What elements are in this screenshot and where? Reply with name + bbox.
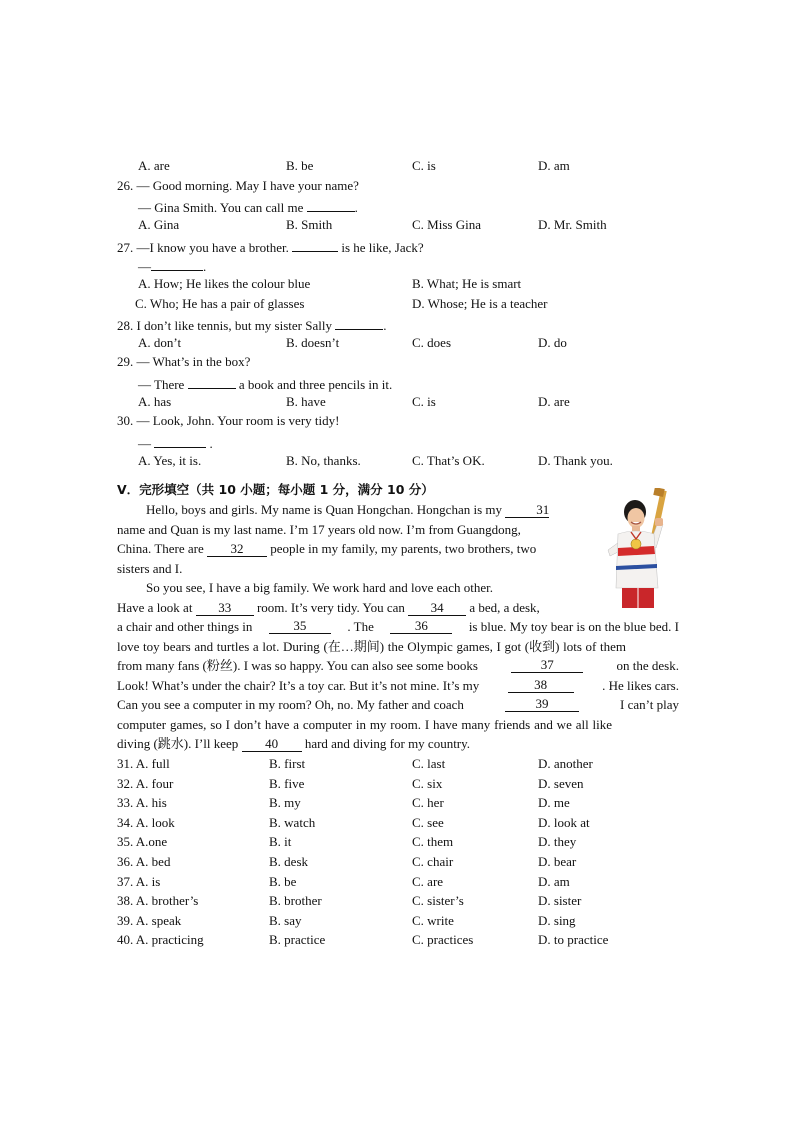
choice-34-option-d[interactable]: D. look at <box>538 814 590 830</box>
cloze-p2-line5 <box>117 658 679 674</box>
q30-response <box>138 433 213 452</box>
cloze-p2-line3 <box>117 619 679 635</box>
q26-blank[interactable] <box>307 197 355 212</box>
cloze-text: is blue. My toy bear is on the blue bed. I <box>468 619 679 634</box>
cloze-text: on the desk. <box>616 658 679 673</box>
choice-31-option-b[interactable]: B. first <box>269 756 306 771</box>
q27-option-a[interactable]: A. How; He likes the colour blue <box>138 276 311 291</box>
cloze-p2-line1: So you see, I have a big family. We work hard and love each other. <box>146 580 493 595</box>
q27-blank-2[interactable] <box>151 256 203 271</box>
choice-39-option-c[interactable]: C. write <box>412 912 454 928</box>
q28-option-d[interactable]: D. do <box>538 335 567 350</box>
cloze-p1-line1 <box>146 502 549 518</box>
q26-response-end: . <box>354 200 358 215</box>
choice-38-option-a[interactable]: 38. A. brother’s <box>117 893 199 909</box>
q28-prompt-text: 28. I don’t like tennis, but my sister Sally <box>117 318 332 333</box>
choice-38-option-b[interactable]: B. brother <box>269 893 322 909</box>
cloze-p2-line7 <box>117 697 679 713</box>
cloze-text: hard and diving for my country. <box>304 736 471 751</box>
cloze-text: Look! What’s under the chair? It’s a toy car. But it’s not mine. It’s my <box>117 678 480 693</box>
choice-39-option-b[interactable]: B. say <box>269 912 302 928</box>
cloze-text: from many fans (粉丝). I was so happy. You can also see some books <box>117 658 478 673</box>
choice-31-option-a[interactable]: 31. A. full <box>117 756 170 771</box>
choice-36-option-b[interactable]: B. desk <box>269 854 308 869</box>
cloze-p2-line6 <box>117 678 679 694</box>
choice-36-option-c[interactable]: C. chair <box>412 854 454 869</box>
cloze-p2-line4: love toy bears and turtles a lot. During (在…期间) the Olympic games, I got (收到) lots of them <box>117 639 627 654</box>
cloze-text: . He likes cars. <box>602 678 679 693</box>
q25-option-a[interactable]: A. are <box>138 158 170 173</box>
cloze-p2-line8: computer games, so I don’t have a computer in my room. I have many friends and we all like <box>117 717 613 732</box>
cloze-p1-line4: sisters and I. <box>117 561 183 576</box>
q30-dash: — <box>138 436 151 451</box>
q28-option-c[interactable]: C. does <box>412 335 451 350</box>
q25-option-c[interactable]: C. is <box>412 158 436 173</box>
choice-31-option-d[interactable]: D. another <box>538 756 593 771</box>
cloze-text: . The <box>347 619 374 634</box>
cloze-p1-line3 <box>117 541 536 557</box>
choice-38-option-c[interactable]: C. sister’s <box>412 893 464 909</box>
q29-option-c[interactable]: C. is <box>412 394 436 409</box>
choice-34-option-c[interactable]: C. see <box>412 814 444 830</box>
q27-option-d[interactable]: D. Whose; He is a teacher <box>412 296 548 311</box>
choice-37-option-c[interactable]: C. are <box>412 873 444 889</box>
cloze-blank-40[interactable]: 40 <box>242 737 302 752</box>
cloze-text: China. There are <box>117 541 204 556</box>
q29-option-d[interactable]: D. are <box>538 394 570 409</box>
choice-36-option-d[interactable]: D. bear <box>538 854 577 869</box>
choice-33-option-a[interactable]: 33. A. his <box>117 795 167 811</box>
q30-response-end: . <box>209 436 213 451</box>
cloze-blank-37[interactable]: 37 <box>511 658 583 673</box>
choice-32-option-d[interactable]: D. seven <box>538 775 584 791</box>
q29-response <box>138 374 392 393</box>
choice-33-option-c[interactable]: C. her <box>412 795 444 811</box>
choice-31-option-c[interactable]: C. last <box>412 756 446 771</box>
q26-option-b[interactable]: B. Smith <box>286 217 333 232</box>
q28-option-a[interactable]: A. don’t <box>138 335 182 350</box>
cloze-text: diving (跳水). I’ll keep <box>117 736 239 751</box>
cloze-text: Hello, boys and girls. My name is Quan Hongchan. Hongchan is my <box>146 502 503 517</box>
choice-40-option-d[interactable]: D. to practice <box>538 932 609 948</box>
cloze-text: Have a look at <box>117 600 193 615</box>
choice-36-option-a[interactable]: 36. A. bed <box>117 854 171 869</box>
choice-35-option-a[interactable]: 35. A.one <box>117 834 168 850</box>
choice-35-option-d[interactable]: D. they <box>538 834 577 850</box>
cloze-text: a chair and other things in <box>117 619 253 634</box>
cloze-blank-36[interactable]: 36 <box>390 619 452 634</box>
q26-option-a[interactable]: A. Gina <box>138 217 180 232</box>
q26-option-d[interactable]: D. Mr. Smith <box>538 217 607 232</box>
q29-response-end: a book and three pencils in it. <box>238 377 393 392</box>
q30-option-d[interactable]: D. Thank you. <box>538 453 613 468</box>
q27-option-c[interactable]: C. Who; He has a pair of glasses <box>135 296 305 311</box>
cloze-blank-34[interactable]: 34 <box>408 601 466 616</box>
cloze-text: room. It’s very tidy. You can <box>256 600 405 615</box>
cloze-p2-line2 <box>117 600 540 616</box>
cloze-blank-39[interactable]: 39 <box>505 697 579 712</box>
q29-prompt: 29. — What’s in the box? <box>117 354 251 369</box>
cloze-text: a bed, a desk, <box>469 600 540 615</box>
q25-option-b[interactable]: B. be <box>286 158 314 173</box>
q27-dash: — <box>138 259 151 274</box>
choice-39-option-a[interactable]: 39. A. speak <box>117 912 182 928</box>
q27-response <box>138 256 206 275</box>
choice-33-option-d[interactable]: D. me <box>538 795 570 811</box>
choice-37-option-b[interactable]: B. be <box>269 873 297 889</box>
choice-32-option-c[interactable]: C. six <box>412 775 443 791</box>
q29-option-b[interactable]: B. have <box>286 394 326 409</box>
q29-blank[interactable] <box>188 374 236 389</box>
choice-39-option-d[interactable]: D. sing <box>538 912 576 928</box>
q28-prompt-end: . <box>383 318 387 333</box>
cloze-text: people in my family, my parents, two brothers, two <box>270 541 537 556</box>
q27-prompt-end: is he like, Jack? <box>341 240 424 255</box>
cloze-blank-35[interactable]: 35 <box>269 619 331 634</box>
q28-prompt <box>117 315 386 334</box>
choice-34-option-b[interactable]: B. watch <box>269 814 316 830</box>
q30-option-c[interactable]: C. That’s OK. <box>412 453 485 468</box>
q28-option-b[interactable]: B. doesn’t <box>286 335 340 350</box>
choice-40-option-c[interactable]: C. practices <box>412 932 474 948</box>
q30-prompt: 30. — Look, John. Your room is very tidy! <box>117 413 340 428</box>
section-5-title: V．完形填空（共 10 小题；每小题 1 分，满分 10 分） <box>117 482 434 497</box>
cloze-text: Can you see a computer in my room? Oh, no. My father and coach <box>117 697 464 712</box>
q30-option-a[interactable]: A. Yes, it is. <box>138 453 202 468</box>
q27-option-b[interactable]: B. What; He is smart <box>412 276 522 291</box>
choice-40-option-b[interactable]: B. practice <box>269 932 326 948</box>
cloze-p2-line9 <box>117 736 470 752</box>
choice-34-option-a[interactable]: 34. A. look <box>117 814 175 830</box>
choice-35-option-b[interactable]: B. it <box>269 834 292 850</box>
cloze-blank-31[interactable]: 31 <box>505 503 549 518</box>
choice-35-option-c[interactable]: C. them <box>412 834 454 850</box>
q28-blank[interactable] <box>335 315 383 330</box>
choice-40-option-a[interactable]: 40. A. practicing <box>117 932 204 948</box>
q30-option-b[interactable]: B. No, thanks. <box>286 453 361 468</box>
q26-response <box>138 197 358 216</box>
q26-response-text: — Gina Smith. You can call me <box>138 200 304 215</box>
choice-37-option-a[interactable]: 37. A. is <box>117 873 161 889</box>
choice-32-option-a[interactable]: 32. A. four <box>117 775 174 791</box>
q29-option-a[interactable]: A. has <box>138 394 172 409</box>
cloze-p1-line2: name and Quan is my last name. I’m 17 years old now. I’m from Guangdong, <box>117 522 521 537</box>
q29-response-text: — There <box>138 377 185 392</box>
q27-prompt-text: 27. —I know you have a brother. <box>117 240 289 255</box>
cloze-blank-38[interactable]: 38 <box>508 678 574 693</box>
q27-blank-1[interactable] <box>292 237 338 252</box>
athlete-photo-graphic <box>600 488 678 610</box>
q26-option-c[interactable]: C. Miss Gina <box>412 217 481 232</box>
athlete-with-torch-photo <box>600 488 678 610</box>
q26-prompt: 26. — Good morning. May I have your name? <box>117 178 359 193</box>
choice-32-option-b[interactable]: B. five <box>269 775 305 791</box>
choice-37-option-d[interactable]: D. am <box>538 873 570 889</box>
q27-response-end: . <box>203 259 207 274</box>
cloze-blank-33[interactable]: 33 <box>196 601 254 616</box>
cloze-blank-32[interactable]: 32 <box>207 542 267 557</box>
q25-option-d[interactable]: D. am <box>538 158 570 173</box>
q30-blank[interactable] <box>154 433 206 448</box>
choice-38-option-d[interactable]: D. sister <box>538 893 582 909</box>
q27-prompt <box>117 237 424 256</box>
cloze-text: I can’t play <box>620 697 679 712</box>
choice-33-option-b[interactable]: B. my <box>269 795 301 811</box>
